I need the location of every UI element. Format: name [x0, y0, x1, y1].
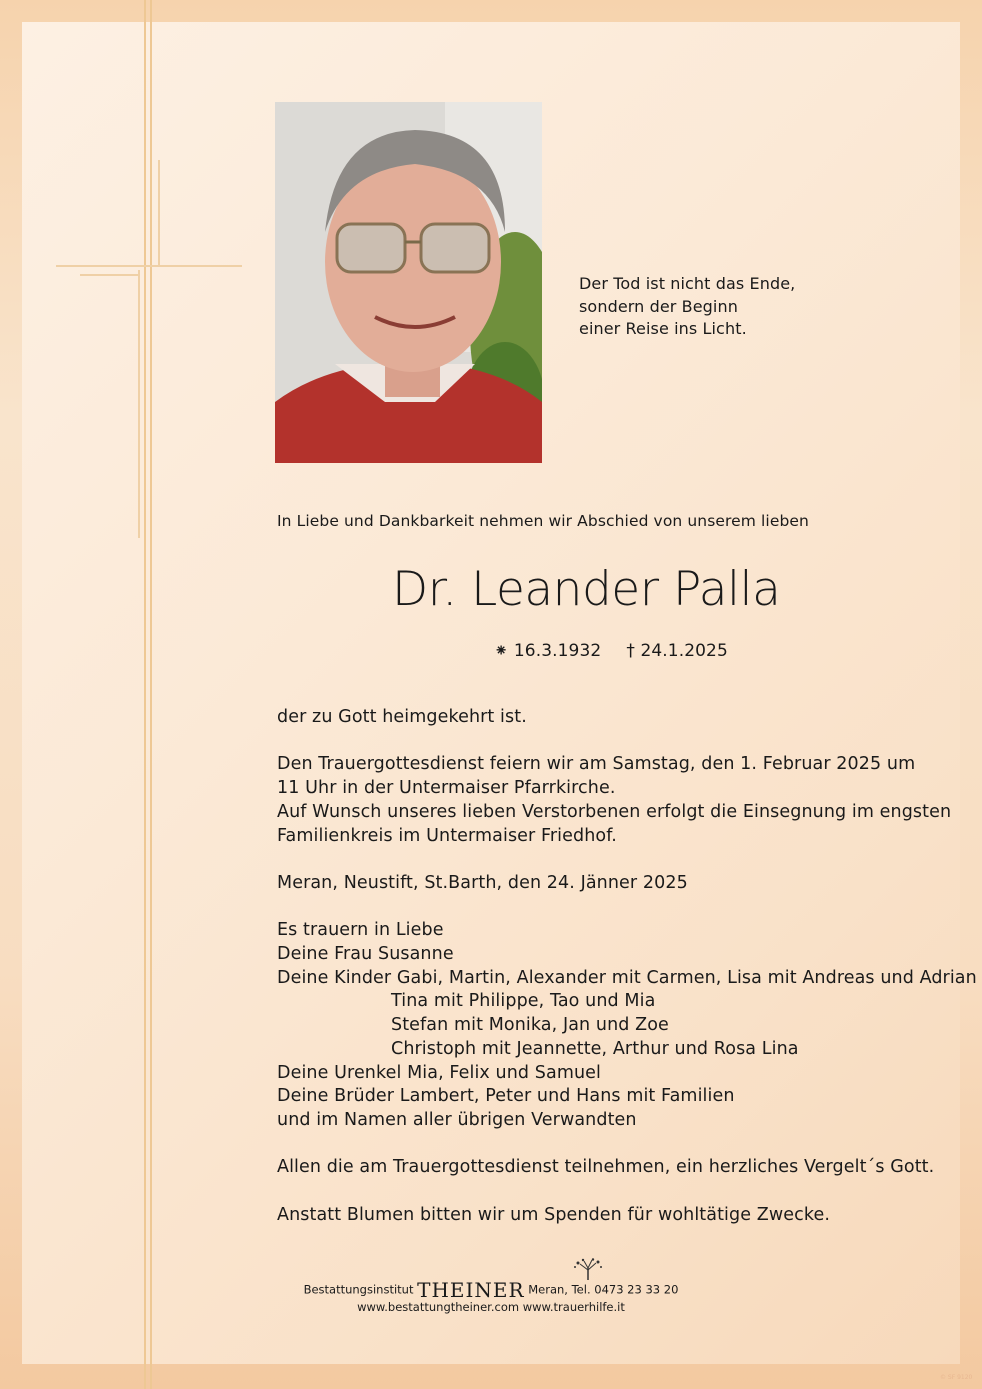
donation-line: Anstatt Blumen bitten wir um Spenden für wohltätige Zwecke. [277, 1204, 830, 1225]
announcement-body [277, 706, 977, 1227]
mourner-line: und im Namen aller übrigen Verwandten [277, 1109, 637, 1130]
funeral-home-websites: www.bestattungtheiner.com www.trauerhilfe.it [357, 1300, 625, 1314]
deceased-name: Dr. Leander Palla [392, 562, 781, 617]
mourners-heading: Es trauern in Liebe [277, 920, 444, 941]
quote-text: Der Tod ist nicht das Ende, sondern der Beginn einer Reise ins Licht. [579, 274, 796, 338]
died-symbol: † [626, 641, 635, 661]
place-date-line: Meran, Neustift, St.Barth, den 24. Jänner 2025 [277, 872, 688, 893]
tree-logo-icon [568, 1258, 608, 1280]
text-line: 11 Uhr in der Untermaiser Pfarrkirche. [277, 778, 616, 799]
funeral-home-brand: THEINER [417, 1278, 525, 1302]
mourner-line: Stefan mit Monika, Jan und Zoe [391, 1015, 669, 1036]
text-line: Den Trauergottesdienst feiern wir am Samstag, den 1. Februar 2025 um [277, 754, 916, 775]
born-symbol: ⁕ [494, 641, 509, 661]
decor-line [150, 0, 152, 1389]
text-line [277, 896, 977, 920]
cross-icon [56, 265, 242, 267]
portrait-photo [275, 102, 542, 463]
birth-date: 16.3.1932 [513, 641, 602, 661]
funeral-home-prefix: Bestattungsinstitut [303, 1282, 414, 1297]
intro-text: In Liebe und Dankbarkeit nehmen wir Abschied von unserem lieben [277, 512, 809, 530]
text-line: der zu Gott heimgekehrt ist. [277, 707, 527, 727]
text-line [277, 1180, 977, 1204]
mourner-line: Deine Urenkel Mia, Felix und Samuel [277, 1062, 601, 1083]
mourner-line: Deine Frau Susanne [277, 943, 454, 964]
portrait-illustration [275, 102, 542, 463]
decor-line [144, 0, 146, 1389]
text-line [277, 730, 977, 754]
text-line: Auf Wunsch unseres lieben Verstorbenen erfolgt die Einsegnung im engsten [277, 801, 952, 822]
corner-mark: © SF 9120 [940, 1374, 973, 1381]
cross-icon [80, 274, 138, 276]
funeral-home-contact: Meran, Tel. 0473 23 33 20 [528, 1282, 679, 1297]
mourner-line: Christoph mit Jeannette, Arthur und Rosa Lina [391, 1038, 799, 1059]
mourner-line: Deine Brüder Lambert, Peter und Hans mit Familien [277, 1086, 735, 1107]
cross-icon [138, 270, 140, 538]
funeral-home-footer [0, 1258, 982, 1314]
life-dates [494, 640, 728, 664]
mourner-line: Deine Kinder Gabi, Martin, Alexander mit Carmen, Lisa mit Andreas und Adrian [277, 967, 977, 988]
text-line [277, 1133, 977, 1157]
thanks-line: Allen die am Trauergottesdienst teilnehmen, ein herzliches Vergelt´s Gott. [277, 1157, 935, 1178]
mourner-line: Tina mit Philippe, Tao und Mia [391, 991, 656, 1012]
cross-icon [158, 160, 160, 265]
death-date: 24.1.2025 [640, 641, 728, 661]
text-line: Familienkreis im Untermaiser Friedhof. [277, 825, 617, 846]
text-line [277, 848, 977, 872]
